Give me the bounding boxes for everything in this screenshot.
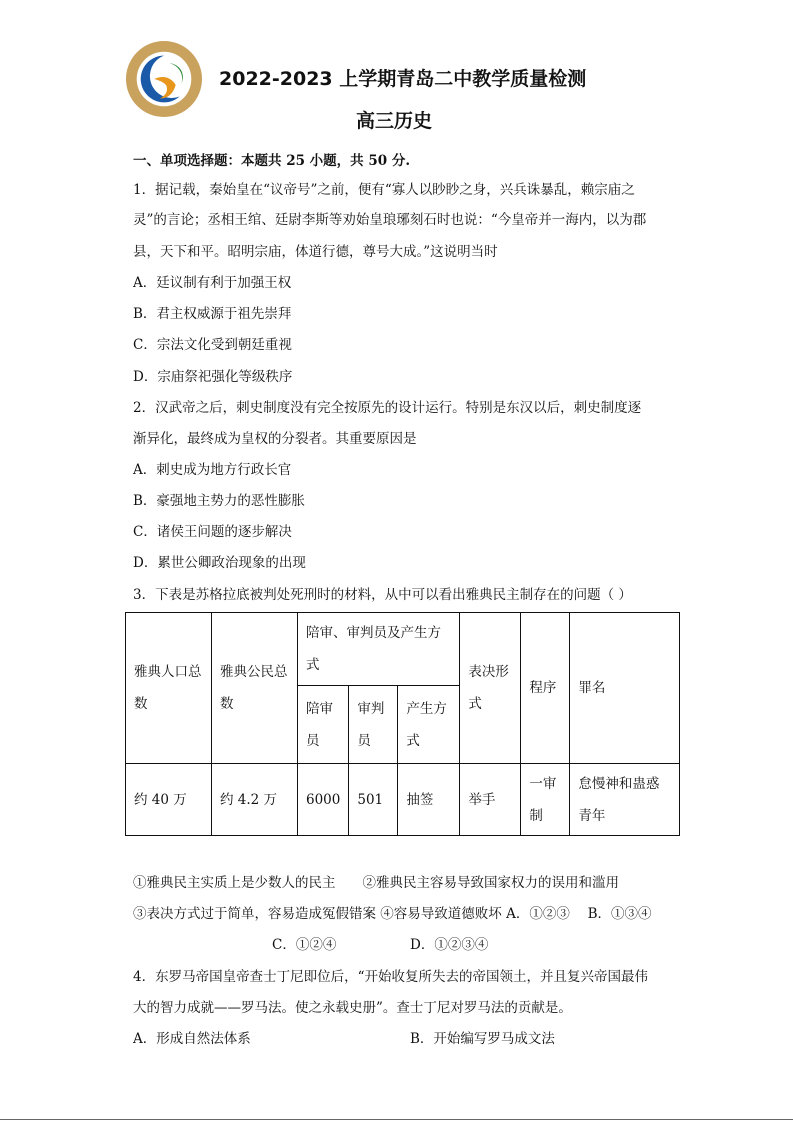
header-crime: 罪名: [570, 613, 680, 764]
q2-option-b: B．豪强地主势力的恶性膨胀: [133, 493, 305, 509]
q1-option-a: A．廷议制有利于加强王权: [133, 275, 292, 291]
table-cell: 501: [349, 764, 398, 836]
q1-text: 1．据记载，秦始皇在“议帝号”之前，便有“寡人以眇眇之身，兴兵诛暴乱，赖宗庙之: [133, 182, 635, 198]
table-cell: 一审制: [521, 764, 570, 836]
q4-option-a: A．形成自然法体系: [133, 1031, 251, 1047]
table-cell: 约 4.2 万: [212, 764, 298, 836]
q4-text: 4．东罗马帝国皇帝查士丁尼即位后，“开始收复所失去的帝国领土，并且复兴帝国最伟: [133, 969, 648, 985]
q3-option-d: D．①②③④: [410, 937, 489, 953]
header-citizens: 雅典公民总数: [212, 613, 298, 764]
header-method: 产生方式: [398, 686, 460, 764]
header-vote: 表决形式: [460, 613, 521, 764]
table-cell: 约 40 万: [126, 764, 212, 836]
q2-option-d: D．累世公卿政治现象的出现: [133, 555, 306, 571]
q1-text: 灵”的言论；丞相王绾、廷尉李斯等劝始皇琅琊刻石时也说：“今皇帝并一海内，以为郡: [133, 212, 647, 228]
q1-text: 县，天下和平。昭明宗庙，体道行德，尊号大成。”这说明当时: [133, 244, 498, 260]
q3-text: 3．下表是苏格拉底被判处死刑时的材料，从中可以看出雅典民主制存在的问题（ ）: [133, 587, 632, 603]
table-cell: 怠慢神和蛊惑青年: [570, 764, 680, 836]
page-bottom-divider: [0, 1119, 793, 1120]
header-judges: 审判员: [349, 686, 398, 764]
q2-text: 2．汉武帝之后，刺史制度没有完全按原先的设计运行。特别是东汉以后，刺史制度逐: [133, 400, 642, 416]
q1-option-c: C．宗法文化受到朝廷重视: [133, 337, 292, 353]
q2-text: 渐异化，最终成为皇权的分裂者。其重要原因是: [133, 431, 417, 447]
q1-option-b: B．君主权威源于祖先崇拜: [133, 306, 292, 322]
table-cell: 6000: [298, 764, 349, 836]
header-jury: 陪审、审判员及产生方式: [298, 613, 460, 686]
q2-option-c: C．诸侯王问题的逐步解决: [133, 524, 292, 540]
section-heading: 一、单项选择题：本题共 25 小题，共 50 分.: [133, 153, 411, 169]
header-procedure: 程序: [521, 613, 570, 764]
q3-statements: ①雅典民主实质上是少数人的民主 ②雅典民主容易导致国家权力的误用和滥用: [133, 875, 619, 891]
socrates-trial-table: [125, 612, 680, 836]
q3-statements: ③表决方式过于简单，容易造成冤假错案 ④容易导致道德败坏 A．①②③ B．①③④: [133, 906, 652, 922]
school-logo: [125, 40, 203, 118]
q2-option-a: A．刺史成为地方行政长官: [133, 462, 292, 478]
q4-option-b: B．开始编写罗马成文法: [410, 1031, 555, 1047]
document-subtitle: 高三历史: [356, 110, 433, 132]
header-jurors: 陪审员: [298, 686, 349, 764]
table-cell: 举手: [460, 764, 521, 836]
header-population: 雅典人口总数: [126, 613, 212, 764]
q4-text: 大的智力成就——罗马法。使之永载史册”。查士丁尼对罗马法的贡献是。: [133, 1000, 572, 1016]
document-title: 2022-2023 上学期青岛二中教学质量检测: [219, 68, 587, 90]
q1-option-d: D．宗庙祭祀强化等级秩序: [133, 369, 293, 385]
q3-option-c: C．①②④: [272, 937, 337, 953]
table-cell: 抽签: [398, 764, 460, 836]
